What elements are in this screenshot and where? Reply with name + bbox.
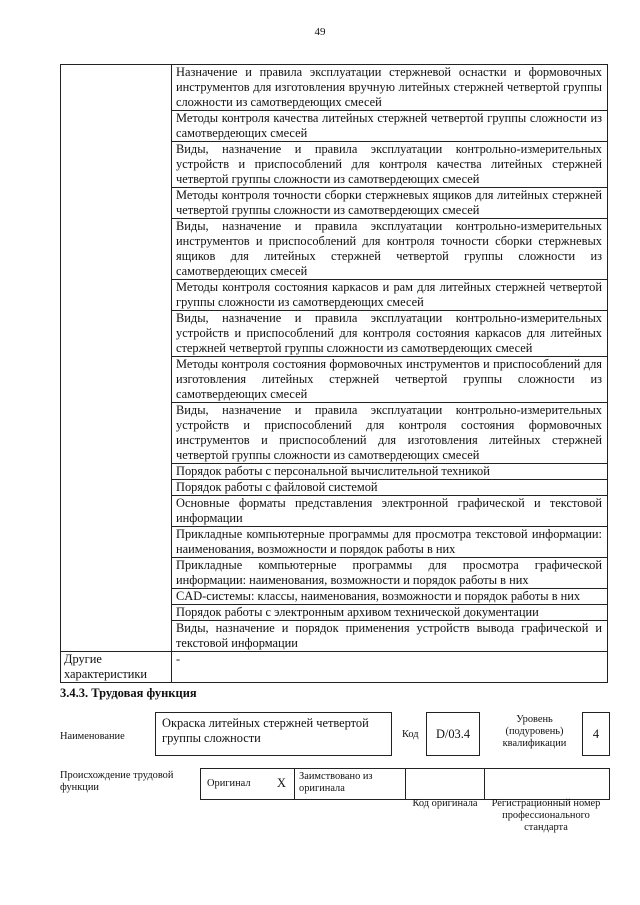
origin-label: Происхождение трудовой функции xyxy=(60,770,174,793)
knowledge-item: Прикладные компьютерные программы для просмотра текстовой информации: наименования, возможности и порядок работы в них xyxy=(172,527,608,558)
knowledge-item: Методы контроля точности сборки стержневых ящиков для литейных стержней четвертой группы сложности из самотвердеющих смесей xyxy=(172,188,608,219)
origin-original-box xyxy=(200,768,295,800)
knowledge-item: Виды, назначение и порядок применения устройств вывода графической и текстовой информации xyxy=(172,621,608,652)
code-label: Код xyxy=(402,729,419,740)
knowledge-item: Методы контроля качества литейных стержней четвертой группы сложности из самотвердеющих смесей xyxy=(172,111,608,142)
function-name-label: Наименование xyxy=(60,731,125,742)
knowledge-item: CAD-системы: классы, наименования, возможности и порядок работы в них xyxy=(172,589,608,605)
knowledge-item: Виды, назначение и правила эксплуатации контрольно-измерительных устройств и приспособлений для контроля состояния каркасов для литейных стержней четвертой группы сложности из самотвердеющих смесей xyxy=(172,311,608,357)
reg-number-caption: Регистрационный номер профессионального стандарта xyxy=(491,798,601,833)
borrowed-label: Заимствовано из оригинала xyxy=(299,771,373,794)
knowledge-item: Виды, назначение и правила эксплуатации контрольно-измерительных устройств и приспособлений для контроля качества литейных стержней четвертой группы сложности из самотвердеющих смесей xyxy=(172,142,608,188)
knowledge-item: Прикладные компьютерные программы для просмотра графической информации: наименования, возможности и порядок работы в них xyxy=(172,558,608,589)
origin-reg-number-box xyxy=(484,768,610,800)
origin-code-caption: Код оригинала xyxy=(412,798,478,809)
code-value: D/03.4 xyxy=(435,727,471,741)
knowledge-label-cell xyxy=(61,65,172,652)
level-value: 4 xyxy=(592,727,600,741)
knowledge-item: Назначение и правила эксплуатации стержневой оснастки и формовочных инструментов для изготовления вручную литейных стержней четвертой группы сложности из самотвердеющих смесей xyxy=(172,65,608,111)
knowledge-item: Основные форматы представления электронной графической и текстовой информации xyxy=(172,496,608,527)
section-title: 3.4.3. Трудовая функция xyxy=(60,686,197,700)
original-label: Оригинал xyxy=(207,778,251,789)
code-box xyxy=(426,712,480,756)
qualification-level-label: Уровень (подуровень) квалификации xyxy=(502,714,567,749)
knowledge-item: Порядок работы с файловой системой xyxy=(172,480,608,496)
original-mark: X xyxy=(277,776,286,790)
knowledge-table xyxy=(60,64,608,683)
knowledge-item: Методы контроля состояния каркасов и рам для литейных стержней четвертой группы сложности из самотвердеющих смесей xyxy=(172,280,608,311)
table-row xyxy=(61,65,608,111)
function-name-box xyxy=(155,712,392,756)
origin-code-box xyxy=(405,768,485,800)
origin-borrowed-box xyxy=(294,768,406,800)
knowledge-item: Виды, назначение и правила эксплуатации контрольно-измерительных инструментов и приспособлений для контроля точности сборки стержневых ящиков для литейных стержней четвертой группы сложности из самотвердеющих смесей xyxy=(172,219,608,280)
function-name-value: Окраска литейных стержней четвертой группы сложности xyxy=(162,716,369,745)
other-characteristics-value: - xyxy=(172,652,608,683)
knowledge-item: Виды, назначение и правила эксплуатации контрольно-измерительных устройств и приспособлений для контроля состояния формовочных инструментов и приспособлений для изготовления литейных стержней четвертой группы сложности из самотвердеющих смесей xyxy=(172,403,608,464)
knowledge-item: Методы контроля состояния формовочных инструментов и приспособлений для изготовления литейных стержней четвертой группы сложности из самотвердеющих смесей xyxy=(172,357,608,403)
knowledge-item: Порядок работы с персональной вычислительной техникой xyxy=(172,464,608,480)
level-box xyxy=(582,712,610,756)
other-characteristics-label: Другие характеристики xyxy=(61,652,172,683)
page-number: 49 xyxy=(314,26,326,38)
knowledge-item: Порядок работы с электронным архивом технической документации xyxy=(172,605,608,621)
table-row xyxy=(61,652,608,683)
